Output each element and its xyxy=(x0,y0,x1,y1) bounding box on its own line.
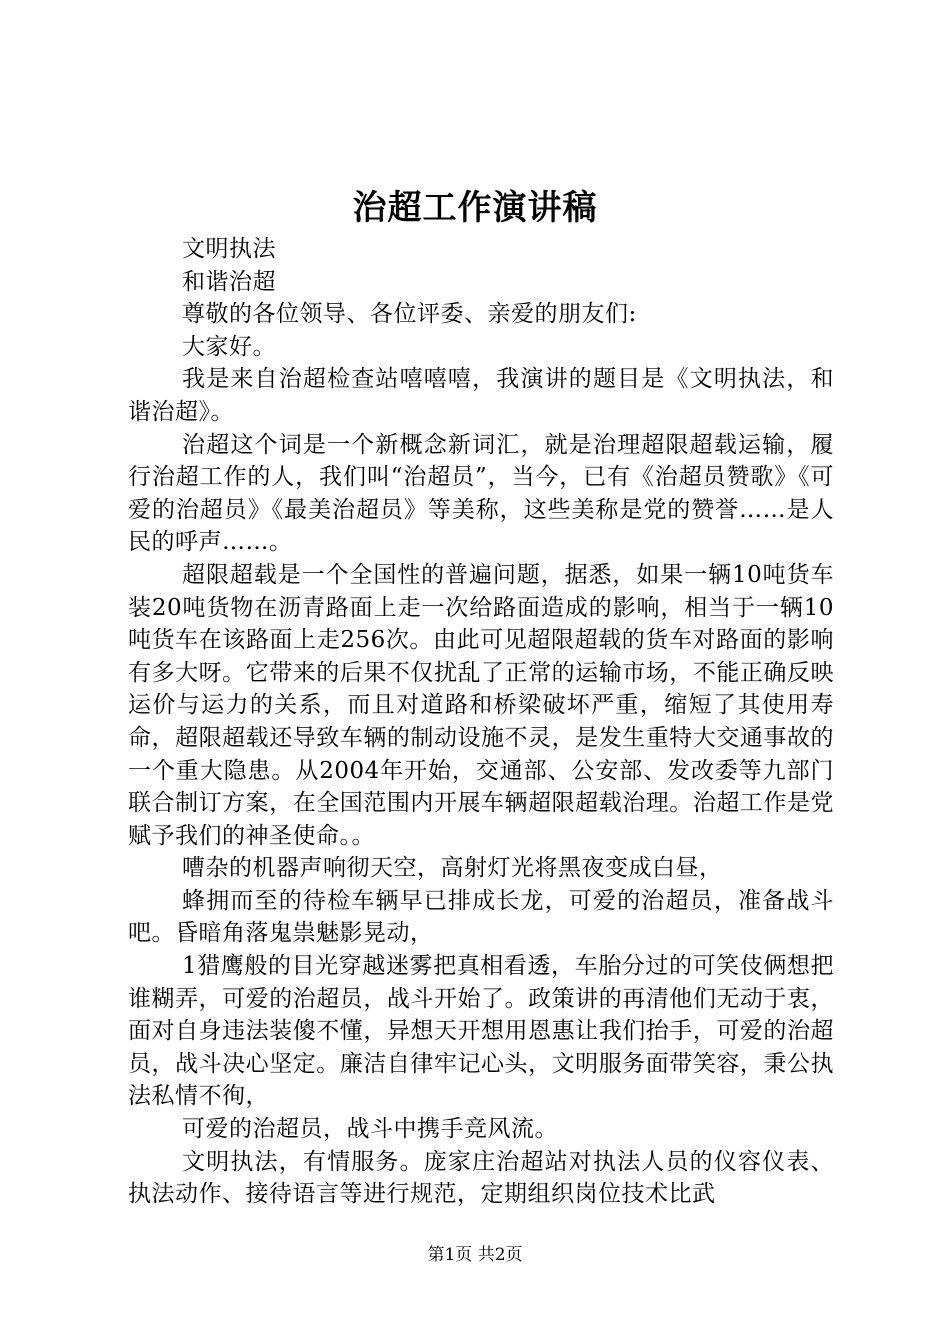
page-footer: 第1页 共2页 xyxy=(427,1245,523,1265)
paragraph: 超限超载是一个全国性的普遍问题，据悉，如果一辆10吨货车装20吨货物在沥青路面上走一次给路面造成的影响，相当于一辆10吨货车在该路面上走256次。由此可见超限超载的货车对路面的影响有多大呀。它带来的后果不仅扰乱了正常的运输市场，不能正确反映运价与运力的关系，而且对道路和桥梁破坏严重，缩短了其使用寿命，超限超载还导致车辆的制动设施不灵，是发生重特大交通事故的一个重大隐患。从2004年开始，交通部、公安部、发改委等九部门联合制订方案，在全国范围内开展车辆超限超载治理。治超工作是党赋予我们的神圣使命。。 xyxy=(128,561,834,849)
paragraph: 尊敬的各位领导、各位评委、亲爱的朋友们: xyxy=(182,301,637,328)
document-body xyxy=(128,233,834,1211)
paragraph: 和谐治超 xyxy=(182,268,277,295)
paragraph: 1猎鹰般的目光穿越迷雾把真相看透，车胎分过的可笑伎俩想把谁糊弄，可爱的治超员，战斗开始了。政策讲的再清他们无动于衷，面对自身违法装傻不懂，异想天开想用恩惠让我们抬手，可爱的治超员，战斗决心坚定。廉洁自律牢记心头，文明服务面带笑容，秉公执法私情不徇， xyxy=(128,953,834,1110)
paragraph: 大家好。 xyxy=(182,333,277,360)
paragraph: 治超这个词是一个新概念新词汇，就是治理超限超载运输，履行治超工作的人，我们叫“治超员”，当今，已有《治超员赞歌》《可爱的治超员》《最美治超员》等美称，这些美称是党的赞誉……是人民的呼声……。 xyxy=(128,431,834,556)
paragraph: 文明执法 xyxy=(182,236,277,262)
document-title: 治超工作演讲稿 xyxy=(352,188,598,228)
paragraph: 可爱的治超员，战斗中携手竞风流。 xyxy=(182,1116,559,1143)
paragraph: 嘈杂的机器声响彻天空，高射灯光将黑夜变成白昼， xyxy=(182,855,723,882)
paragraph: 我是来自治超检查站嘻嘻嘻，我演讲的题目是《文明执法，和谐治超》。 xyxy=(128,366,834,425)
paragraph: 蜂拥而至的待检车辆早已排成长龙，可爱的治超员，准备战斗吧。昏暗角落鬼祟魅影晃动， xyxy=(128,887,834,947)
paragraph: 文明执法，有情服务。庞家庄治超站对执法人员的仪容仪表、执法动作、接待语言等进行规范，定期组织岗位技术比武 xyxy=(128,1148,834,1208)
